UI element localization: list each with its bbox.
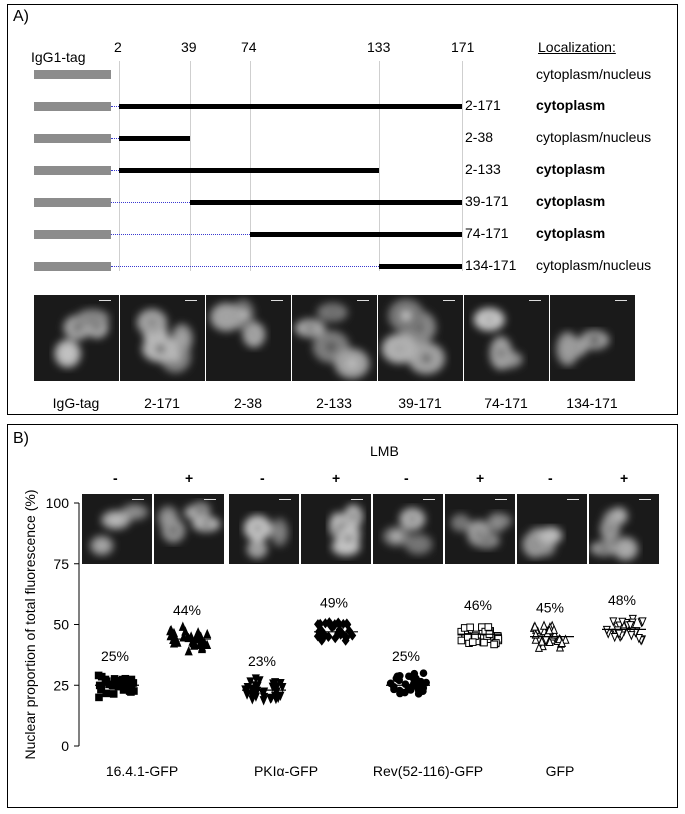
position-label-39: 39	[181, 39, 197, 55]
data-point	[204, 630, 211, 638]
image-caption: 2-171	[144, 395, 180, 411]
scale-bar	[204, 499, 216, 500]
median-label: 45%	[535, 599, 565, 616]
data-point	[415, 687, 422, 694]
micrograph	[34, 295, 119, 381]
scale-bar	[271, 300, 283, 301]
lmb-label: LMB	[370, 443, 399, 459]
construct-range: 2-171	[465, 97, 501, 113]
micrograph	[292, 295, 377, 381]
localization-header: Localization:	[538, 39, 616, 55]
image-caption: 134-171	[566, 395, 618, 411]
micrograph	[206, 295, 291, 381]
micrograph	[373, 494, 443, 564]
group-label: Rev(52-116)-GFP	[372, 763, 484, 779]
data-point	[411, 670, 418, 677]
data-point	[467, 624, 474, 631]
micrograph	[154, 494, 224, 564]
y-axis-label: Nuclear proportion of total fluorescence (%)	[22, 489, 38, 760]
igg-tag-bar	[34, 70, 111, 79]
guide-line-171	[462, 61, 463, 271]
construct-linker	[111, 138, 119, 139]
micrograph	[589, 494, 659, 564]
data-point	[420, 670, 427, 677]
scale-bar	[185, 300, 197, 301]
guide-line-133	[379, 61, 380, 271]
group-label: 16.4.1-GFP	[105, 763, 179, 779]
igg-tag-bar	[34, 198, 111, 207]
lmb-sign: +	[476, 470, 485, 486]
localization-label: cytoplasm	[536, 193, 606, 209]
localization-label: cytoplasm	[536, 225, 606, 241]
igg-tag-bar	[34, 134, 111, 143]
construct-bar-2-38	[119, 136, 190, 141]
y-tick-label: 0	[61, 738, 69, 754]
position-label-74: 74	[241, 39, 257, 55]
position-label-133: 133	[367, 39, 391, 55]
lmb-sign: -	[548, 470, 553, 486]
data-point	[396, 677, 403, 684]
data-point	[402, 681, 409, 688]
scale-bar	[357, 300, 369, 301]
micrograph	[517, 494, 587, 564]
lmb-sign: -	[113, 470, 118, 486]
micrograph	[82, 494, 152, 564]
data-point	[260, 697, 267, 705]
lmb-sign: -	[404, 470, 409, 486]
lmb-sign: +	[620, 470, 629, 486]
lmb-sign: -	[260, 470, 265, 486]
construct-linker	[111, 202, 190, 203]
micrograph	[445, 494, 515, 564]
scale-bar	[529, 300, 541, 301]
data-point	[458, 637, 465, 644]
data-point	[628, 632, 635, 640]
construct-bar-74-171	[250, 232, 462, 237]
construct-range: 39-171	[465, 193, 509, 209]
image-caption: IgG-tag	[52, 395, 100, 411]
guide-line-2	[119, 61, 120, 271]
lmb-sign: +	[332, 470, 341, 486]
scale-bar	[99, 300, 111, 301]
scatter-chart	[8, 425, 677, 807]
micrograph	[301, 494, 371, 564]
position-label-2: 2	[114, 39, 122, 55]
micrograph	[378, 295, 463, 381]
construct-range: 74-171	[465, 225, 509, 241]
construct-bar-134-171	[379, 264, 462, 269]
guide-line-74	[250, 61, 251, 271]
localization-label: cytoplasm/nucleus	[536, 66, 652, 82]
median-label: 49%	[319, 594, 349, 611]
scale-bar	[495, 499, 507, 500]
data-point	[481, 639, 488, 646]
igg-tag-bar	[34, 230, 111, 239]
construct-linker	[111, 170, 119, 171]
igg-tag-bar	[34, 102, 111, 111]
construct-linker	[111, 234, 250, 235]
construct-linker	[111, 266, 379, 267]
data-point	[414, 681, 421, 688]
y-tick-label: 100	[45, 495, 69, 511]
median-label: 48%	[607, 592, 637, 609]
image-caption: 2-38	[233, 395, 263, 411]
lmb-sign: +	[185, 470, 194, 486]
data-point	[485, 624, 492, 631]
igg-tag-bar	[34, 166, 111, 175]
scale-bar	[615, 300, 627, 301]
y-tick-label: 50	[53, 616, 69, 633]
construct-range: 2-133	[465, 161, 501, 177]
micrograph	[120, 295, 205, 381]
y-tick-label: 25	[53, 677, 69, 694]
data-point	[469, 639, 476, 646]
localization-label: cytoplasm/nucleus	[536, 257, 652, 273]
guide-line-39	[190, 61, 191, 271]
construct-linker	[111, 106, 119, 107]
construct-bar-2-133	[119, 168, 379, 173]
construct-bar-39-171	[190, 200, 462, 205]
data-point	[611, 633, 618, 641]
group-label: PKIα-GFP	[253, 763, 319, 779]
data-point	[541, 622, 548, 630]
data-point	[95, 672, 102, 679]
tag-label: IgG1-tag	[31, 49, 86, 65]
image-caption: 2-133	[316, 395, 352, 411]
scale-bar	[639, 499, 651, 500]
group-label: GFP	[545, 763, 575, 779]
igg-tag-bar	[34, 262, 111, 271]
position-label-171: 171	[451, 39, 475, 55]
panel-a	[7, 4, 678, 415]
y-tick-label: 75	[53, 555, 69, 572]
micrograph	[550, 295, 635, 381]
data-point	[390, 684, 397, 691]
median-label: 25%	[391, 648, 421, 665]
image-caption: 74-171	[484, 395, 528, 411]
micrograph	[229, 494, 299, 564]
panel-b-label: B)	[13, 430, 29, 447]
data-point	[396, 687, 403, 694]
median-label: 25%	[100, 648, 130, 665]
construct-range: 2-38	[465, 129, 494, 145]
median-label: 44%	[172, 601, 202, 618]
localization-label: cytoplasm	[536, 161, 606, 177]
micrograph	[464, 295, 549, 381]
data-point	[110, 691, 117, 698]
median-label: 23%	[247, 652, 277, 669]
scale-bar	[443, 300, 455, 301]
data-point	[96, 694, 103, 701]
data-point	[249, 696, 256, 704]
localization-label: cytoplasm	[536, 97, 606, 113]
scale-bar	[423, 499, 435, 500]
localization-label: cytoplasm/nucleus	[536, 129, 652, 145]
median-label: 46%	[463, 597, 493, 614]
panel-b	[7, 424, 678, 808]
image-caption: 39-171	[398, 395, 442, 411]
scale-bar	[132, 499, 144, 500]
panel-a-label: A)	[13, 8, 29, 25]
scale-bar	[279, 499, 291, 500]
scale-bar	[351, 499, 363, 500]
construct-bar-2-171	[119, 104, 462, 109]
construct-range: 134-171	[465, 257, 517, 273]
data-point	[491, 641, 498, 648]
scale-bar	[567, 499, 579, 500]
data-point	[126, 688, 133, 695]
